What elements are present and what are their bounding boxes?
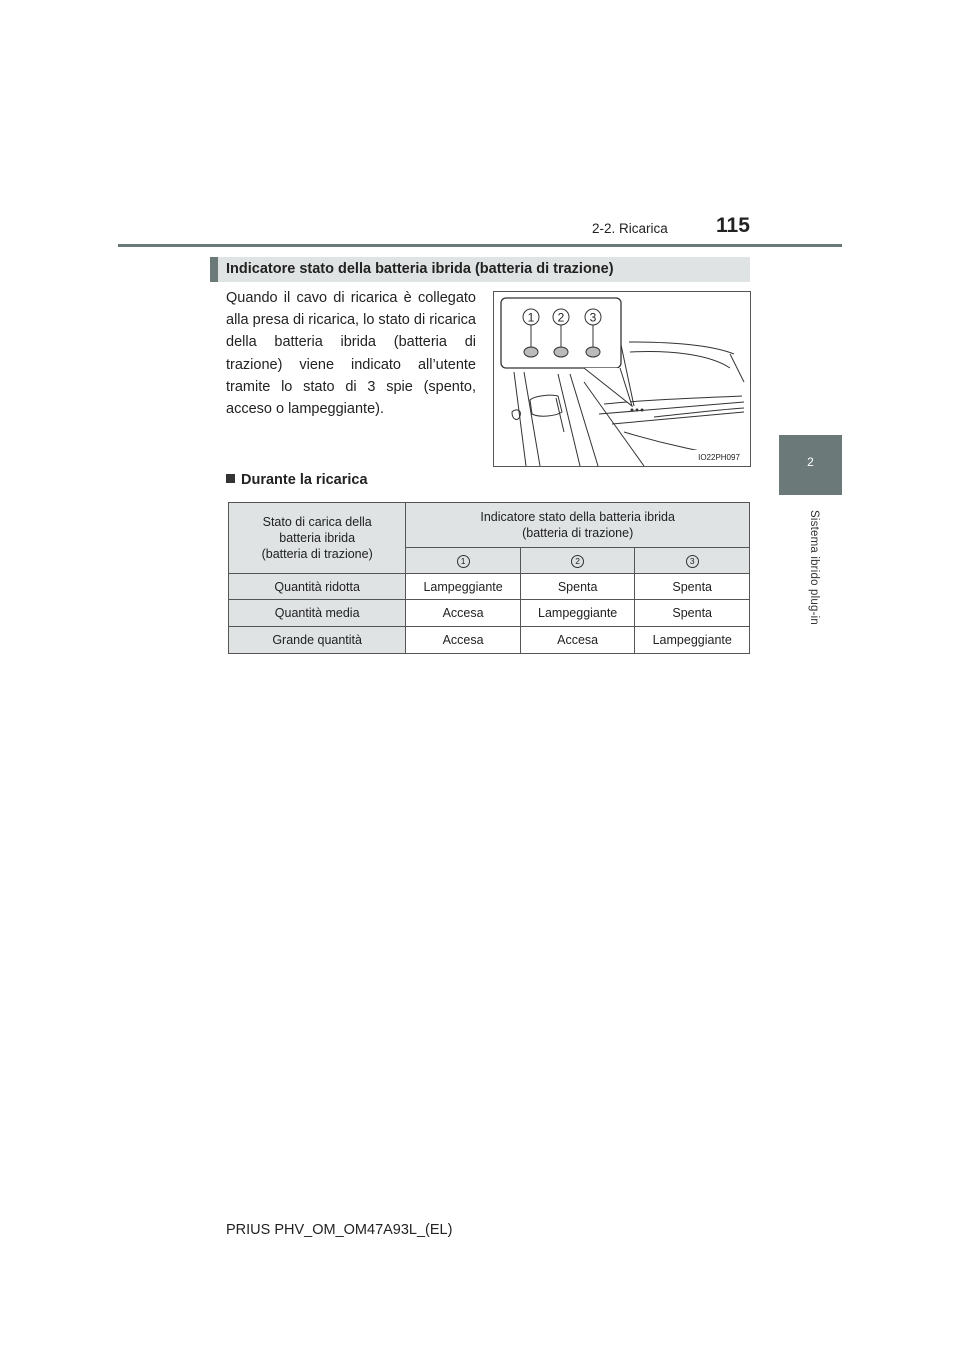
chapter-tab-label: Sistema ibrido plug-in xyxy=(808,510,820,625)
table-cell: Accesa xyxy=(406,627,521,654)
header-rule xyxy=(118,244,842,247)
chapter-tab-number: 2 xyxy=(807,455,814,469)
table-header-charge-state: Stato di carica della batteria ibrida (batteria di trazione) xyxy=(229,503,406,574)
table-cell: Accesa xyxy=(406,600,521,627)
indicator-illustration xyxy=(493,291,751,467)
subheading-text: Durante la ricarica xyxy=(241,472,368,488)
table-row xyxy=(229,627,750,654)
figure-code: IO22PH097 xyxy=(698,453,740,462)
table-header-indicator-2: 2 xyxy=(520,548,635,574)
table-cell: Spenta xyxy=(635,600,750,627)
subheading xyxy=(226,472,368,488)
indicator-lamp-icon xyxy=(554,347,568,357)
table-cell: Lampeggiante xyxy=(520,600,635,627)
callout-3-label: 3 xyxy=(589,310,597,325)
table-header-indicator: Indicatore stato della batteria ibrida (batteria di trazione) xyxy=(406,503,750,548)
table-row xyxy=(229,600,750,627)
section-title: Indicatore stato della batteria ibrida (batteria di trazione) xyxy=(226,261,614,277)
indicator-lamp-icon xyxy=(524,347,538,357)
table-row xyxy=(229,574,750,600)
table-cell-state: Quantità ridotta xyxy=(229,574,406,600)
table-header-indicator-3: 3 xyxy=(635,548,750,574)
table-cell: Spenta xyxy=(520,574,635,600)
table-cell: Accesa xyxy=(520,627,635,654)
footer-doc-code: PRIUS PHV_OM_OM47A93L_(EL) xyxy=(226,1222,453,1238)
charge-status-table xyxy=(228,502,750,654)
page-number: 115 xyxy=(716,214,750,237)
callout-1-label: 1 xyxy=(527,310,535,325)
callout-2-label: 2 xyxy=(557,310,565,325)
body-paragraph: Quando il cavo di ricarica è collegato alla presa di ricarica, lo stato di ricarica della batteria ibrida (batteria di trazione) viene indicato all’utente tramite lo stato di 3 spie (spento, acceso o lampeggiante). xyxy=(226,290,476,418)
header-section: 2-2. Ricarica xyxy=(592,221,668,236)
bullet-square-icon xyxy=(226,474,235,483)
indicator-lamp-icon xyxy=(586,347,600,357)
table-cell: Lampeggiante xyxy=(635,627,750,654)
table-cell-state: Grande quantità xyxy=(229,627,406,654)
table-cell-state: Quantità media xyxy=(229,600,406,627)
table-cell: Spenta xyxy=(635,574,750,600)
table-header-indicator-1: 1 xyxy=(406,548,521,574)
table-cell: Lampeggiante xyxy=(406,574,521,600)
section-title-accent xyxy=(210,257,218,282)
car-dashboard-drawing xyxy=(494,292,750,466)
